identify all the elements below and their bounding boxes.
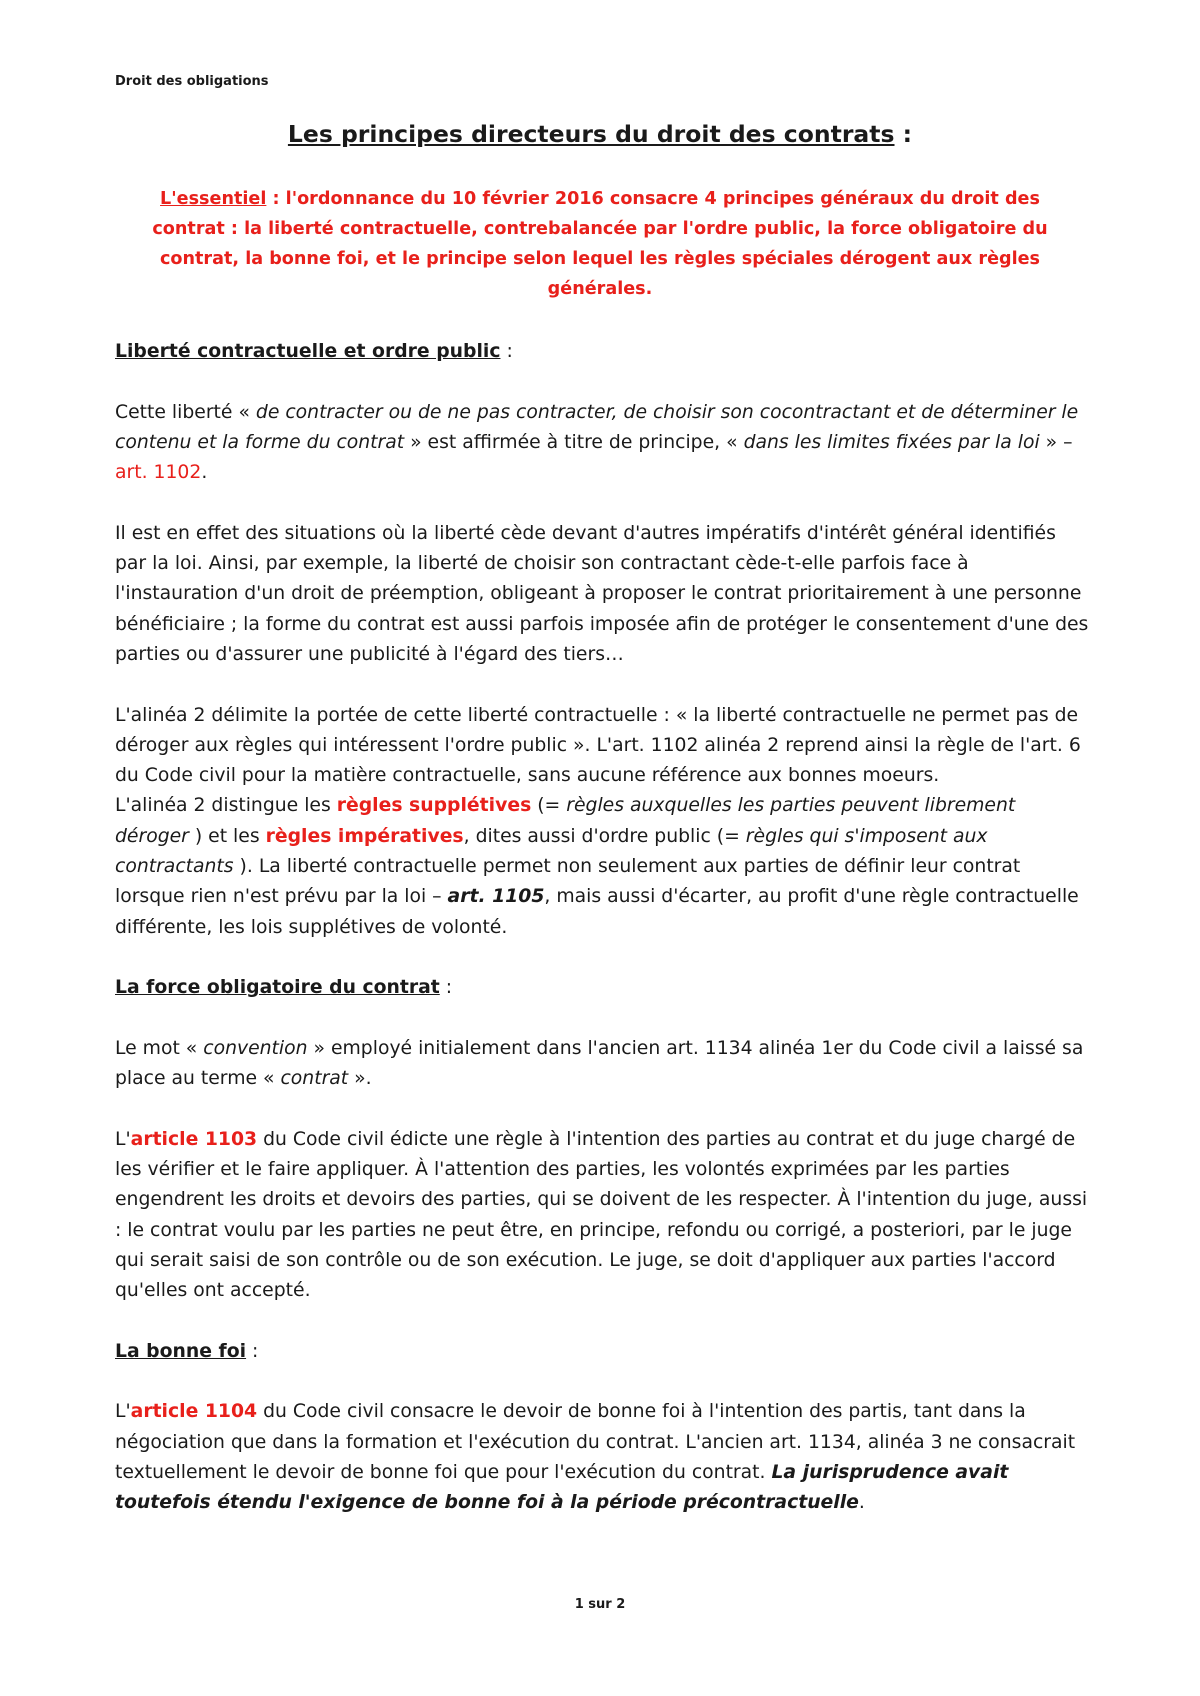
italic-quote: dans les limites fixées par la loi [743,431,1040,453]
paragraph-force-2 [115,1125,1090,1307]
paragraph-liberte-4 [115,791,1090,942]
section-heading-liberte-suffix: : [500,341,513,362]
essentiel-summary [140,184,1060,304]
paragraph-force-1 [115,1034,1090,1095]
section-heading-liberte-text: Liberté contractuelle et ordre public [115,341,501,362]
text-run: » est affirmée à titre de principe, « [404,431,744,453]
section-heading-bonne-foi-suffix: : [246,1340,259,1362]
section-heading-liberte [115,337,1090,367]
text-run: du Code civil consacre le devoir de bonne foi à l'intention des partis, tant dans la négociation que dans la formation et l'exécution du contrat. L'ancien art. 1134, alinéa 3 ne consacrait textuellement le devoir de bonne foi que pour l'exécution du contrat. [115,1401,1076,1483]
italic-definition: règles auxquelles les parties peuvent librement déroger [115,795,1016,847]
italic-term: convention [203,1037,308,1059]
document-body [115,337,1090,1519]
page-title [0,120,1200,148]
paragraph-liberte-1 [115,398,1090,489]
section-heading-force-text: La force obligatoire du contrat [115,977,440,999]
text-run: » employé initialement dans l'ancien art. 1134 alinéa 1er du Code civil a laissé sa place au terme « [115,1037,1084,1090]
text-run: , dites aussi d'ordre public (= [463,825,746,847]
text-run: ». [348,1068,372,1090]
page-title-text: Les principes directeurs du droit des contrats [287,120,895,148]
text-run: ) et les [188,825,266,847]
section-heading-force-suffix: : [439,977,453,999]
italic-quote: de contracter ou de ne pas contracter, de choisir son cocontractant et de déterminer le contenu et la forme du contrat [115,401,1079,453]
paragraph-bonne-foi-1 [115,1397,1090,1518]
text-run: du Code civil édicte une règle à l'intention des parties au contrat et du juge chargé de les vérifier et le faire appliquer. À l'attention des parties, les volontés exprimées par les parties engendrent les droits et devoirs des parties, qui se doivent de les respecter. À l'intention du juge, aussi : le contrat voulu par les parties ne peut être, en principe, refondu ou corrigé, a posteriori, par le juge qui serait saisi de son contrôle ou de son exécution. Le juge, se doit d'appliquer aux parties l'accord qu'elles ont accepté. [115,1128,1088,1302]
page-title-suffix: : [894,120,913,148]
text-run: Le mot « [115,1037,204,1059]
paragraph-liberte-2: Il est en effet des situations où la liberté cède devant d'autres impératifs d'intérêt général identifiés par la loi. Ainsi, par exemple, la liberté de choisir son contractant cède-t-elle parfois face à l'instauration d'un droit de préemption, obligeant à proposer le contrat prioritairement à une personne bénéficiaire ; la forme du contrat est aussi parfois imposée afin de protéger le consentement d'une des parties ou d'assurer une publicité à l'égard des tiers… [115,522,1089,665]
term-regles-imperatives: règles impératives [265,825,464,847]
text-run: . [858,1492,865,1514]
section-heading-bonne-foi [115,1337,1090,1367]
essentiel-label: L'essentiel [160,189,267,209]
running-header: Droit des obligations [115,74,269,89]
essentiel-text: : l'ordonnance du 10 février 2016 consacre 4 principes généraux du droit des contrat : la liberté contractuelle, contrebalancée par l'ordre public, la force obligatoire du contrat, la bonne foi, et le principe selon lequel les règles spéciales dérogent aux règles générales. [152,189,1048,299]
text-run: » – [1039,431,1073,453]
text-run: ). La liberté contractuelle permet non seulement aux parties de définir leur contrat lorsque rien n'est prévu par la loi – [115,856,1021,908]
section-heading-force [115,973,1090,1003]
text-run: (= [531,795,567,817]
article-ref-1102: art. 1102 [115,462,202,484]
text-run: L'alinéa 2 distingue les [115,795,337,817]
article-ref-1105: art. 1105 [447,886,545,908]
bold-italic-statement: La jurisprudence avait toutefois étendu l'exigence de bonne foi à la période précontractuelle [115,1461,1009,1514]
italic-definition: règles qui s'imposent aux contractants [115,825,988,878]
text-run: Cette liberté « [115,401,256,423]
text-run: L' [115,1401,131,1423]
italic-term: contrat [280,1068,349,1090]
term-regles-suppletives: règles supplétives [336,795,532,817]
article-ref-1104: article 1104 [130,1401,258,1423]
text-run: . [201,462,208,484]
paragraph-liberte-3: L'alinéa 2 délimite la portée de cette liberté contractuelle : « la liberté contractuelle ne permet pas de déroger aux règles qui intéressent l'ordre public ». L'art. 1102 alinéa 2 reprend ainsi la règle de l'art. 6 du Code civil pour la matière contractuelle, sans aucune référence aux bonnes moeurs. [115,704,1081,787]
article-ref-1103: article 1103 [130,1128,258,1150]
section-heading-bonne-foi-text: La bonne foi [115,1340,247,1362]
text-run: , mais aussi d'écarter, au profit d'une règle contractuelle différente, les lois supplétives de volonté. [115,886,1079,938]
text-run: L' [115,1128,131,1150]
page-number: 1 sur 2 [574,1597,626,1612]
